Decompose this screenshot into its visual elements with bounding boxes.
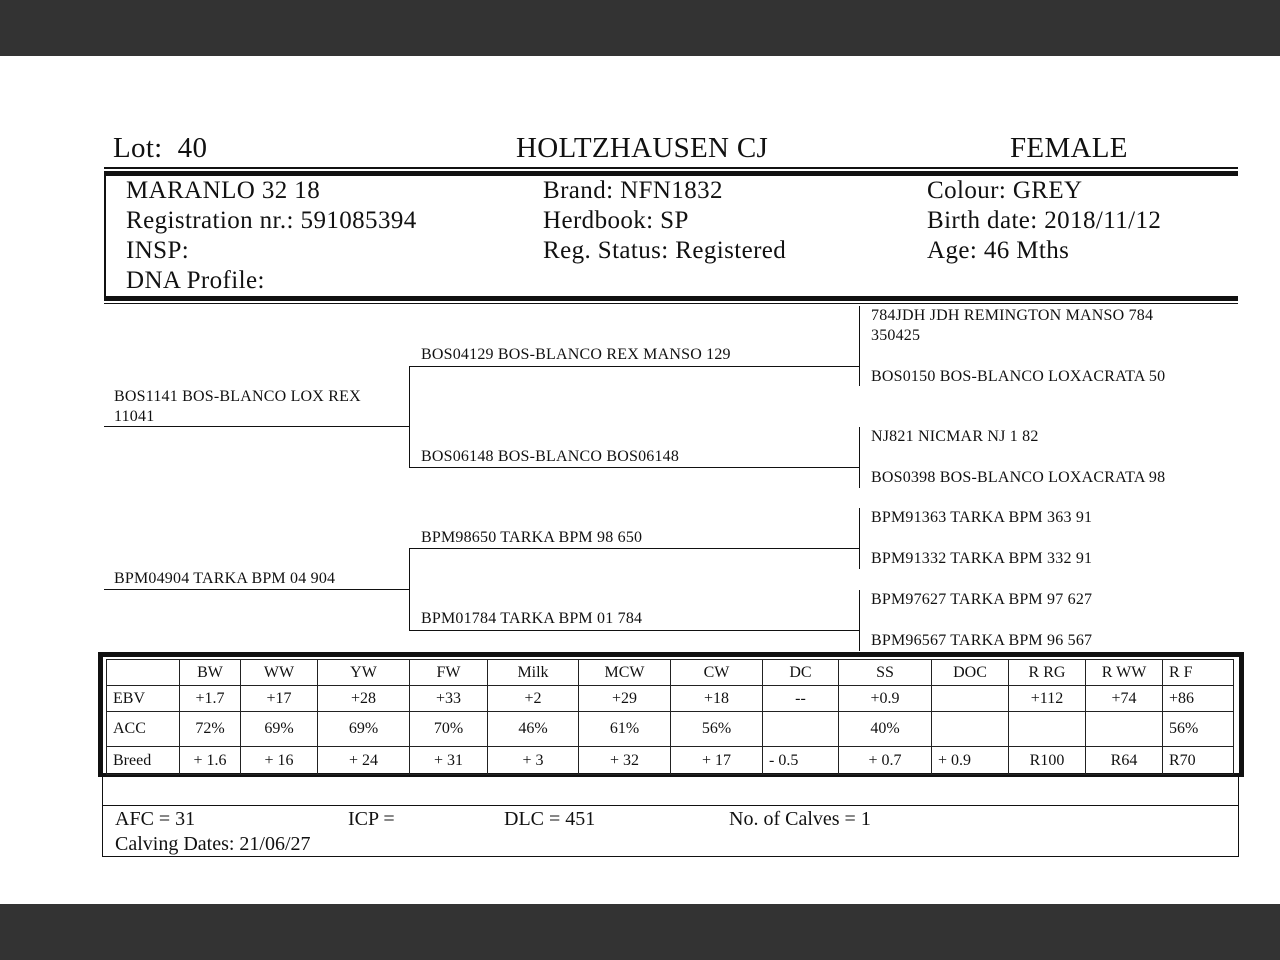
reg-status-field: Reg. Status: Registered	[543, 237, 787, 264]
header-cell: R RG	[1009, 660, 1086, 686]
table-cell: +74	[1086, 686, 1163, 712]
table-cell	[1086, 712, 1163, 747]
table-cell: +0.9	[839, 686, 932, 712]
ebv-table	[106, 659, 1234, 775]
table-cell: + 16	[241, 747, 318, 775]
table-cell: 56%	[671, 712, 763, 747]
table-cell: R64	[1086, 747, 1163, 775]
table-cell: +29	[579, 686, 671, 712]
birth-date-field: Birth date: 2018/11/12	[927, 207, 1162, 234]
table-cell: 69%	[241, 712, 318, 747]
info-rule-thin	[104, 303, 1238, 304]
calves-count: No. of Calves = 1	[729, 808, 871, 830]
lot-number: 40	[177, 132, 208, 164]
sex-label: FEMALE	[1010, 132, 1128, 164]
table-cell: +86	[1163, 686, 1234, 712]
header-rule-thick	[104, 171, 1238, 176]
table-cell: 56%	[1163, 712, 1234, 747]
table-cell: 69%	[318, 712, 410, 747]
acc-row	[107, 712, 1234, 747]
pedigree-ggp-4: BOS0398 BOS-BLANCO LOXACRATA 98	[871, 469, 1166, 486]
table-cell	[932, 686, 1009, 712]
table-cell: 40%	[839, 712, 932, 747]
header-cell: R F	[1163, 660, 1234, 686]
header-cell: Milk	[488, 660, 579, 686]
table-cell: 61%	[579, 712, 671, 747]
herdbook-field: Herdbook: SP	[543, 207, 689, 234]
pedigree-dam: BPM04904 TARKA BPM 04 904	[114, 570, 336, 587]
header-rule-thin	[104, 167, 1238, 169]
pedigree-sire-dam: BOS06148 BOS-BLANCO BOS06148	[421, 448, 680, 465]
table-cell: R100	[1009, 747, 1086, 775]
pedigree-ggp-5: BPM91363 TARKA BPM 363 91	[871, 509, 1093, 526]
pedigree-ggp-3: NJ821 NICMAR NJ 1 82	[871, 428, 1039, 445]
top-dark-bar	[0, 0, 1280, 56]
table-cell: R70	[1163, 747, 1234, 775]
header-cell: BW	[180, 660, 241, 686]
insp-label: INSP:	[126, 237, 190, 264]
ebv-row	[107, 686, 1234, 712]
table-cell: 72%	[180, 712, 241, 747]
colour-field: Colour: GREY	[927, 177, 1083, 204]
table-cell: + 0.7	[839, 747, 932, 775]
header-cell: CW	[671, 660, 763, 686]
header-cell: DOC	[932, 660, 1009, 686]
table-cell: +2	[488, 686, 579, 712]
header-cell: YW	[318, 660, 410, 686]
table-cell: - 0.5	[763, 747, 839, 775]
dna-profile-label: DNA Profile:	[126, 267, 265, 294]
icp-value: ICP =	[348, 808, 395, 830]
row-label: Breed	[107, 747, 180, 775]
pedigree-ggp-2: BOS0150 BOS-BLANCO LOXACRATA 50	[871, 368, 1166, 385]
row-label: EBV	[107, 686, 180, 712]
header-cell: MCW	[579, 660, 671, 686]
pedigree-ggp-6: BPM91332 TARKA BPM 332 91	[871, 550, 1093, 567]
table-cell: --	[763, 686, 839, 712]
table-cell: +28	[318, 686, 410, 712]
row-label: ACC	[107, 712, 180, 747]
table-cell	[1009, 712, 1086, 747]
table-cell: + 31	[410, 747, 488, 775]
table-cell: + 3	[488, 747, 579, 775]
bottom-dark-bar	[0, 904, 1280, 960]
table-cell: +33	[410, 686, 488, 712]
header-cell: R WW	[1086, 660, 1163, 686]
animal-name: MARANLO 32 18	[126, 177, 321, 204]
pedigree-dam-dam: BPM01784 TARKA BPM 01 784	[421, 610, 643, 627]
breed-row	[107, 747, 1234, 775]
afc-value: AFC = 31	[115, 808, 196, 830]
pedigree-sire: BOS1141 BOS-BLANCO LOX REX 11041	[114, 388, 361, 425]
pedigree-dam-sire: BPM98650 TARKA BPM 98 650	[421, 529, 643, 546]
calving-dates: Calving Dates: 21/06/27	[115, 833, 311, 855]
dlc-value: DLC = 451	[504, 808, 596, 830]
brand-field: Brand: NFN1832	[543, 177, 723, 204]
table-cell: +112	[1009, 686, 1086, 712]
table-cell	[763, 712, 839, 747]
lot-label: Lot: 40	[113, 132, 208, 164]
pedigree-ggp-1: 784JDH JDH REMINGTON MANSO 784 350425	[871, 307, 1154, 344]
info-box-left-border	[104, 176, 106, 298]
table-cell: +17	[241, 686, 318, 712]
table-cell: + 17	[671, 747, 763, 775]
header-cell: WW	[241, 660, 318, 686]
info-rule-thick	[104, 296, 1238, 301]
table-cell	[932, 712, 1009, 747]
header-cell: SS	[839, 660, 932, 686]
registration-number: Registration nr.: 591085394	[126, 207, 417, 234]
pedigree-ggp-7: BPM97627 TARKA BPM 97 627	[871, 591, 1093, 608]
header-cell: DC	[763, 660, 839, 686]
table-cell: +18	[671, 686, 763, 712]
table-cell: +1.7	[180, 686, 241, 712]
table-cell: + 1.6	[180, 747, 241, 775]
header-cell-empty	[107, 660, 180, 686]
pedigree-ggp-8: BPM96567 TARKA BPM 96 567	[871, 632, 1093, 649]
table-cell: + 0.9	[932, 747, 1009, 775]
table-cell: 70%	[410, 712, 488, 747]
table-cell: + 32	[579, 747, 671, 775]
ebv-header-row	[107, 660, 1234, 686]
header-cell: FW	[410, 660, 488, 686]
table-cell: 46%	[488, 712, 579, 747]
breeder-name: HOLTZHAUSEN CJ	[516, 132, 769, 164]
pedigree-sire-sire: BOS04129 BOS-BLANCO REX MANSO 129	[421, 346, 731, 363]
age-field: Age: 46 Mths	[927, 237, 1070, 264]
table-cell: + 24	[318, 747, 410, 775]
